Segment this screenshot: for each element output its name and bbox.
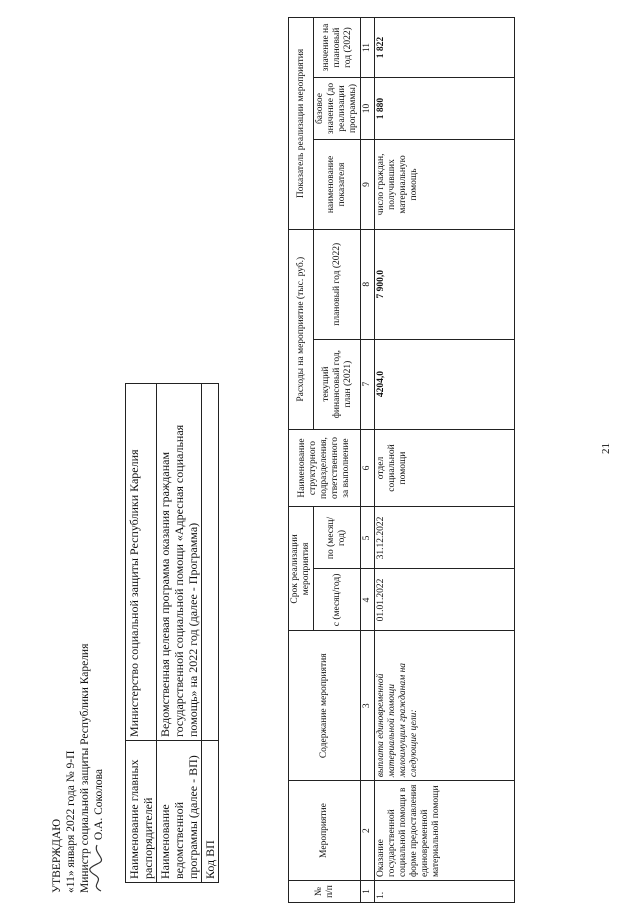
approval-position: Министр социальной защиты Республики Карелия bbox=[79, 643, 91, 893]
col-number: 5 bbox=[361, 507, 375, 569]
signature-image bbox=[93, 843, 105, 893]
row-ind-target: 1 822 bbox=[375, 18, 515, 78]
info-row-program-name bbox=[157, 384, 202, 883]
row-content: выплата единовременной материальной помощи малоимущим гражданам на следующие цели: bbox=[375, 631, 515, 781]
row-ind-name: число граждан, получивших материальную помощь bbox=[375, 140, 515, 230]
header-event: Мероприятие bbox=[289, 781, 361, 881]
col-number: 3 bbox=[361, 631, 375, 781]
program-info-table bbox=[125, 383, 219, 883]
row-dept: отдел социальной помощи bbox=[375, 429, 515, 507]
info-label: Наименование главных распорядителей bbox=[126, 741, 157, 883]
header-ind-target: значение на плановый год (2022) bbox=[314, 18, 361, 78]
header-ind-name: наименование показателя bbox=[314, 140, 361, 230]
col-number: 9 bbox=[361, 140, 375, 230]
page-number: 21 bbox=[600, 443, 612, 454]
approval-block bbox=[50, 644, 106, 893]
approval-name: О.А. Соколова bbox=[93, 768, 105, 841]
program-events-table bbox=[288, 17, 515, 903]
row-num: 1. bbox=[375, 881, 515, 903]
col-number: 2 bbox=[361, 781, 375, 881]
row-ind-base: 1 880 bbox=[375, 78, 515, 140]
approval-title: УТВЕРЖДАЮ bbox=[51, 818, 63, 893]
header-dept: Наименование структурного подразделения, ответственного за выполнение bbox=[289, 429, 361, 507]
col-number: 1 bbox=[361, 881, 375, 903]
row-cost-plan: 7 900,0 bbox=[375, 229, 515, 339]
col-number: 11 bbox=[361, 18, 375, 78]
header-from: с (месяц/год) bbox=[314, 569, 361, 631]
info-value: Министерство социальной защиты Республики Карелия bbox=[126, 384, 157, 741]
info-value: Ведомственная целевая программа оказания гражданам государственной социальной помощи «Адресная социальная помощь» на 2022 год (далее - Программа) bbox=[157, 384, 202, 741]
header-cost-current: текущий финансовый год, план (2021) bbox=[314, 339, 361, 429]
approval-signature-line bbox=[92, 644, 106, 893]
header-ind-base: базовое значение (до реализации программы) bbox=[314, 78, 361, 140]
col-number: 6 bbox=[361, 429, 375, 507]
header-num: № п/п bbox=[289, 881, 361, 903]
info-value bbox=[202, 384, 219, 741]
row-to: 31.12.2022 bbox=[375, 507, 515, 569]
column-number-row bbox=[361, 18, 375, 903]
table-row bbox=[375, 18, 515, 903]
col-number: 8 bbox=[361, 229, 375, 339]
row-event: Оказание государственной социальной помощи в форме предоставления единовременной материальной помощи bbox=[375, 781, 515, 881]
col-number: 10 bbox=[361, 78, 375, 140]
col-number: 4 bbox=[361, 569, 375, 631]
header-period: Срок реализации мероприятия bbox=[289, 507, 314, 631]
info-row-code bbox=[202, 384, 219, 883]
info-label: Код ВП bbox=[202, 741, 219, 883]
info-row-distributors bbox=[126, 384, 157, 883]
row-cost-current: 4204,0 bbox=[375, 339, 515, 429]
approval-date: «11» января 2022 года № 9-П bbox=[65, 750, 77, 893]
info-label: Наименование ведомственной программы (далее - ВП) bbox=[157, 741, 202, 883]
header-cost-plan: плановый год (2022) bbox=[314, 229, 361, 339]
header-row-1 bbox=[289, 18, 314, 903]
header-indicator: Показатель реализации мероприятия bbox=[289, 18, 314, 230]
row-from: 01.01.2022 bbox=[375, 569, 515, 631]
col-number: 7 bbox=[361, 339, 375, 429]
header-costs: Расходы на мероприятие (тыс. руб.) bbox=[289, 229, 314, 429]
header-to: по (месяц/год) bbox=[314, 507, 361, 569]
header-content: Содержание мероприятия bbox=[289, 631, 361, 781]
